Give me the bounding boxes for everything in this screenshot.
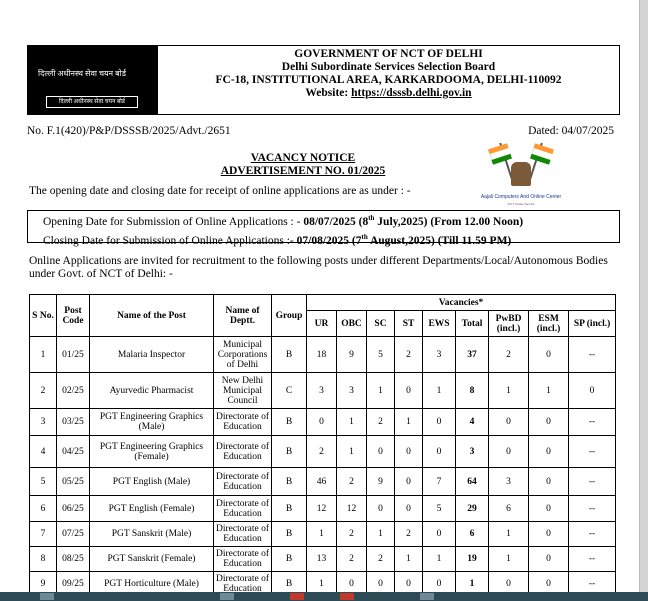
letterhead <box>27 45 620 115</box>
taskbar <box>0 592 648 601</box>
cell-st: 0 <box>395 496 423 522</box>
cell-post: Malaria Inspector <box>90 337 214 373</box>
cell-group: B <box>272 468 307 496</box>
cell-post: PGT Sanskrit (Female) <box>90 547 214 572</box>
cell-sp: -- <box>569 522 616 547</box>
cell-esm: 0 <box>529 496 569 522</box>
cell-ur: 0 <box>307 409 337 436</box>
cell-sp: -- <box>569 572 616 593</box>
cell-esm: 1 <box>529 373 569 409</box>
cell-dept: Directorate of Education <box>214 572 272 593</box>
cell-dept: Directorate of Education <box>214 547 272 572</box>
cell-sno: 1 <box>30 337 57 373</box>
cell-ews: 1 <box>423 373 456 409</box>
cell-group: C <box>272 373 307 409</box>
cell-total: 37 <box>456 337 489 373</box>
cell-dept: New Delhi Municipal Council <box>214 373 272 409</box>
cell-dept: Directorate of Education <box>214 436 272 468</box>
cell-st: 1 <box>395 409 423 436</box>
opening-sup: th <box>368 214 375 222</box>
col-sno: S No. <box>30 295 57 337</box>
cell-sp: 0 <box>569 373 616 409</box>
taskbar-button[interactable] <box>220 593 234 600</box>
cell-esm: 0 <box>529 436 569 468</box>
cell-sc: 2 <box>367 547 395 572</box>
cell-code: 06/25 <box>57 496 90 522</box>
taskbar-button[interactable] <box>290 593 304 600</box>
cell-sno: 5 <box>30 468 57 496</box>
taskbar-button[interactable] <box>420 593 434 600</box>
cell-ews: 0 <box>423 572 456 593</box>
viewer-scroll-edge[interactable] <box>639 0 648 592</box>
cell-code: 01/25 <box>57 337 90 373</box>
cell-esm: 0 <box>529 337 569 373</box>
cell-group: B <box>272 496 307 522</box>
opening-rest: July,2025) (From 12.00 Noon) <box>374 215 524 228</box>
table-row <box>30 522 616 547</box>
cell-obc: 1 <box>337 436 367 468</box>
cell-sno: 7 <box>30 522 57 547</box>
cell-st: 2 <box>395 522 423 547</box>
col-ur: UR <box>307 311 337 337</box>
cell-sno: 3 <box>30 409 57 436</box>
board-name: Delhi Subordinate Services Selection Board <box>281 61 496 73</box>
cell-pwbd: 3 <box>489 468 529 496</box>
opening-label: Opening Date for Submission of Online Applications : - <box>43 215 301 228</box>
cell-obc: 2 <box>337 468 367 496</box>
cell-ews: 0 <box>423 409 456 436</box>
cell-sp: -- <box>569 468 616 496</box>
cell-pwbd: 0 <box>489 436 529 468</box>
emblem-caption: Aajali Computers And Online Center <box>480 194 562 200</box>
cell-sc: 0 <box>367 436 395 468</box>
website-label: Website: <box>305 87 349 99</box>
cell-total: 1 <box>456 572 489 593</box>
cell-total: 6 <box>456 522 489 547</box>
cell-code: 04/25 <box>57 436 90 468</box>
cell-code: 03/25 <box>57 409 90 436</box>
cell-obc: 0 <box>337 572 367 593</box>
website-link[interactable]: https://dsssb.delhi.gov.in <box>351 87 472 99</box>
cell-sp: -- <box>569 547 616 572</box>
closing-day: 7 <box>355 234 362 247</box>
cell-post: PGT Engineering Graphics (Female) <box>90 436 214 468</box>
cell-pwbd: 0 <box>489 409 529 436</box>
file-number: No. F.1(420)/P&P/DSSSB/2025/Advt./2651 <box>27 125 231 137</box>
cell-ews: 5 <box>423 496 456 522</box>
cell-dept: Municipal Corporations of Delhi <box>214 337 272 373</box>
vacancy-table <box>29 294 616 592</box>
emblem-subcaption: 24×7 Online Service <box>507 202 535 206</box>
cell-ur: 12 <box>307 496 337 522</box>
table-row <box>30 337 616 373</box>
cell-total: 64 <box>456 468 489 496</box>
cell-ur: 18 <box>307 337 337 373</box>
cell-group: B <box>272 572 307 593</box>
col-group: Group <box>272 295 307 337</box>
cell-st: 2 <box>395 337 423 373</box>
cell-total: 8 <box>456 373 489 409</box>
col-ews: EWS <box>423 311 456 337</box>
cell-sp: -- <box>569 496 616 522</box>
cell-dept: Directorate of Education <box>214 409 272 436</box>
cell-pwbd: 2 <box>489 337 529 373</box>
cell-post: PGT Engineering Graphics (Male) <box>90 409 214 436</box>
cell-sp: -- <box>569 409 616 436</box>
cell-code: 07/25 <box>57 522 90 547</box>
cell-ur: 1 <box>307 572 337 593</box>
cell-ur: 46 <box>307 468 337 496</box>
col-post-code: Post Code <box>57 295 90 337</box>
cell-st: 1 <box>395 547 423 572</box>
cell-pwbd: 0 <box>489 572 529 593</box>
col-sp: SP (incl.) <box>569 311 616 337</box>
cell-sc: 0 <box>367 572 395 593</box>
closing-date-row: Closing Date for Submission of Online Applications :- 07/08/2025 (7th August,2025) (Till 11.59 PM) <box>43 232 512 247</box>
cell-post: Ayurvedic Pharmacist <box>90 373 214 409</box>
advertisement-number: ADVERTISEMENT NO. 01/2025 <box>220 165 386 177</box>
cell-st: 0 <box>395 436 423 468</box>
table-row <box>30 496 616 522</box>
cell-pwbd: 1 <box>489 547 529 572</box>
cell-sno: 8 <box>30 547 57 572</box>
cell-esm: 0 <box>529 572 569 593</box>
closing-sup: th <box>361 232 368 241</box>
cell-ur: 2 <box>307 436 337 468</box>
col-total: Total <box>456 311 489 337</box>
cell-code: 02/25 <box>57 373 90 409</box>
cell-total: 3 <box>456 436 489 468</box>
cell-sc: 9 <box>367 468 395 496</box>
cell-obc: 2 <box>337 522 367 547</box>
cell-pwbd: 6 <box>489 496 529 522</box>
col-pwbd: PwBD (incl.) <box>489 311 529 337</box>
table-row <box>30 436 616 468</box>
cell-esm: 0 <box>529 522 569 547</box>
col-obc: OBC <box>337 311 367 337</box>
cell-sc: 5 <box>367 337 395 373</box>
cell-ews: 0 <box>423 522 456 547</box>
cell-ews: 3 <box>423 337 456 373</box>
cell-st: 0 <box>395 572 423 593</box>
cell-group: B <box>272 337 307 373</box>
cell-sno: 4 <box>30 436 57 468</box>
col-post-name: Name of the Post <box>90 295 214 337</box>
cell-obc: 2 <box>337 547 367 572</box>
closing-date: 07/08/2025 <box>296 234 350 247</box>
cell-dept: Directorate of Education <box>214 522 272 547</box>
cell-post: PGT Horticulture (Male) <box>90 572 214 593</box>
closing-label: Closing Date for Submission of Online Applications :- <box>43 234 294 247</box>
cell-ews: 7 <box>423 468 456 496</box>
website-line <box>158 87 619 100</box>
letterhead-text <box>158 48 619 100</box>
col-dept: Name of Deptt. <box>214 295 272 337</box>
cell-esm: 0 <box>529 409 569 436</box>
board-address: FC-18, INSTITUTIONAL AREA, KARKARDOOMA, DELHI-110092 <box>215 74 562 86</box>
cell-esm: 0 <box>529 547 569 572</box>
cell-ur: 1 <box>307 522 337 547</box>
govt-title: GOVERNMENT OF NCT OF DELHI <box>294 48 483 60</box>
cell-group: B <box>272 436 307 468</box>
vacancy-notice-title: VACANCY NOTICE <box>250 152 356 164</box>
col-vacancies: Vacancies* <box>307 295 616 311</box>
cell-obc: 3 <box>337 373 367 409</box>
cell-code: 08/25 <box>57 547 90 572</box>
cell-post: PGT English (Male) <box>90 468 214 496</box>
cell-sp: -- <box>569 436 616 468</box>
taskbar-button[interactable] <box>40 593 54 600</box>
cell-ews: 0 <box>423 436 456 468</box>
cell-post: PGT English (Female) <box>90 496 214 522</box>
intro-paragraph: Online Applications are invited for recruitment to the following posts under different Departments/Local/Autonomous Bodies under Govt. of NCT of Delhi: - <box>29 255 608 280</box>
cell-dept: Directorate of Education <box>214 496 272 522</box>
cell-sno: 6 <box>30 496 57 522</box>
cell-total: 29 <box>456 496 489 522</box>
cell-sc: 2 <box>367 409 395 436</box>
dated: Dated: 04/07/2025 <box>528 125 614 137</box>
col-st: ST <box>395 311 423 337</box>
cell-sp: -- <box>569 337 616 373</box>
cell-st: 0 <box>395 373 423 409</box>
cell-code: 05/25 <box>57 468 90 496</box>
col-sc: SC <box>367 311 395 337</box>
cell-ur: 3 <box>307 373 337 409</box>
cell-group: B <box>272 522 307 547</box>
cell-obc: 9 <box>337 337 367 373</box>
cell-ews: 1 <box>423 547 456 572</box>
cell-total: 19 <box>456 547 489 572</box>
cell-ur: 13 <box>307 547 337 572</box>
opening-date: 08/07/2025 <box>303 215 356 228</box>
cell-pwbd: 1 <box>489 373 529 409</box>
cell-total: 4 <box>456 409 489 436</box>
table-row <box>30 572 616 593</box>
dates-box <box>27 210 620 247</box>
logo-tagline: दिल्ली अधीनस्थ सेवा चयन बोर्ड <box>46 96 138 108</box>
taskbar-button[interactable] <box>340 593 354 600</box>
cell-st: 0 <box>395 468 423 496</box>
opening-day: 8 <box>362 215 369 228</box>
dates-intro: The opening date and closing date for receipt of online applications are as under : - <box>29 185 411 197</box>
logo-text: दिल्ली अधीनस्थ सेवा चयन बोर्ड <box>38 69 127 78</box>
opening-date-row: Opening Date for Submission of Online Applications : - 08/07/2025 (8th July,2025) (From 12.00 Noon) <box>43 214 524 228</box>
cell-dept: Directorate of Education <box>214 468 272 496</box>
cell-esm: 0 <box>529 468 569 496</box>
dsssb-logo <box>28 46 158 114</box>
cell-sc: 1 <box>367 522 395 547</box>
cell-obc: 12 <box>337 496 367 522</box>
cell-sc: 0 <box>367 496 395 522</box>
cell-post: PGT Sanskrit (Male) <box>90 522 214 547</box>
col-esm: ESM (incl.) <box>529 311 569 337</box>
cell-obc: 1 <box>337 409 367 436</box>
table-row <box>30 547 616 572</box>
cell-pwbd: 1 <box>489 522 529 547</box>
table-row <box>30 468 616 496</box>
cell-sno: 2 <box>30 373 57 409</box>
cell-group: B <box>272 409 307 436</box>
closing-rest: August,2025) (Till 11.59 PM) <box>367 234 512 247</box>
table-row <box>30 373 616 409</box>
cell-group: B <box>272 547 307 572</box>
table-row <box>30 409 616 436</box>
cell-sc: 1 <box>367 373 395 409</box>
cell-sno: 9 <box>30 572 57 593</box>
cell-code: 09/25 <box>57 572 90 593</box>
